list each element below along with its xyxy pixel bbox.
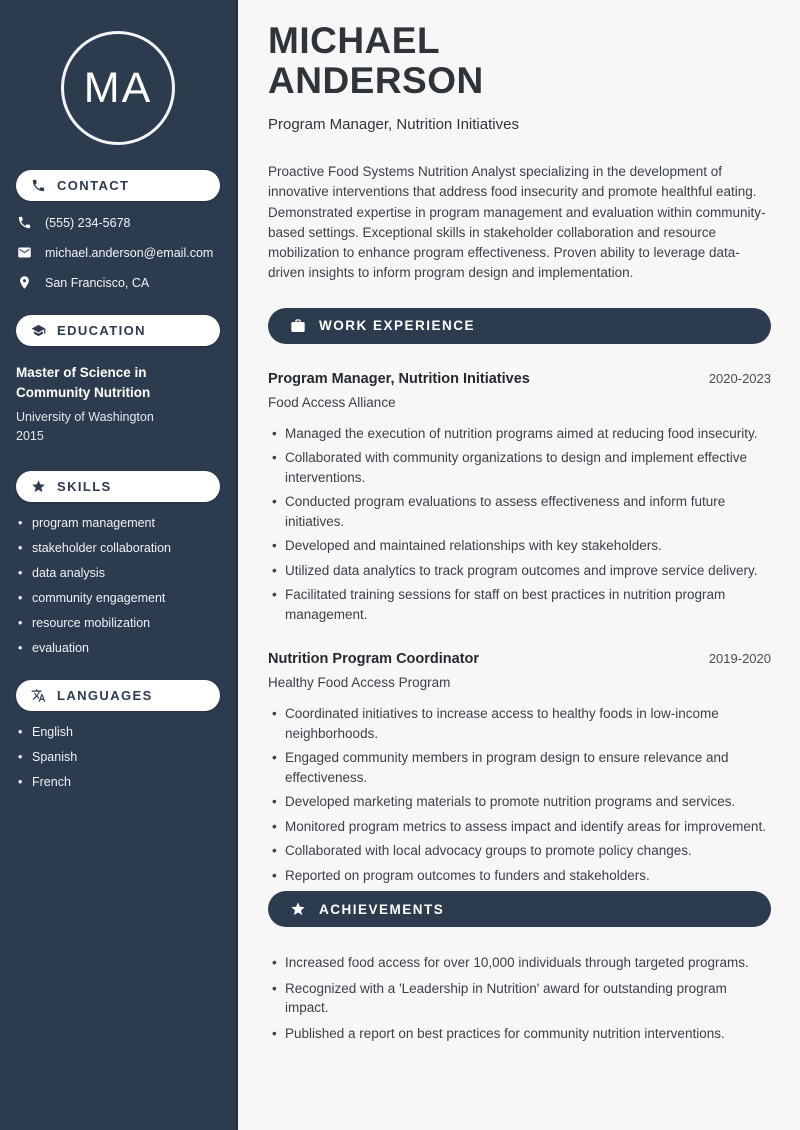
work-experience-heading: WORK EXPERIENCE [319, 318, 476, 334]
achievement-bullet: • Increased food access for over 10,000 individuals through targeted programs. [268, 953, 771, 973]
contact-section-header [16, 170, 220, 201]
job-dates: 2020-2023 [708, 370, 771, 386]
education-section-header [16, 315, 220, 346]
candidate-name [268, 21, 771, 101]
education-entry [0, 346, 236, 446]
contact-location-row [0, 275, 236, 290]
skill-item: • community engagement [18, 592, 226, 605]
translate-icon [31, 688, 46, 703]
graduation-year: 2015 [16, 429, 44, 443]
email-value: michael.anderson@email.com [45, 245, 214, 260]
job-bullet: • Conducted program evaluations to assess effectiveness and inform future initiatives. [268, 492, 771, 531]
job-bullet: • Engaged community members in program design to ensure relevance and effectiveness. [268, 748, 771, 787]
school: University of Washington [16, 410, 154, 424]
languages-heading: LANGUAGES [57, 688, 153, 703]
briefcase-icon [290, 318, 306, 334]
degree: Master of Science in Community Nutrition [16, 365, 151, 400]
main-content [238, 0, 800, 1130]
location-value: San Francisco, CA [45, 275, 150, 290]
job-company: Healthy Food Access Program [268, 675, 451, 691]
skill-item: • data analysis [18, 567, 226, 580]
job-bullet: • Developed and maintained relationships with key stakeholders. [268, 536, 771, 556]
job-bullet: • Facilitated training sessions for staff on best practices in nutrition program management. [268, 585, 771, 624]
skills-heading: SKILLS [57, 479, 112, 494]
first-name: MICHAEL [268, 20, 441, 61]
job-title: Nutrition Program Coordinator [268, 651, 480, 668]
star-icon [31, 479, 46, 494]
job-bullet: • Collaborated with community organizations to design and implement effective interventions. [268, 448, 771, 487]
job-bullet: • Reported on program outcomes to funders and stakeholders. [268, 866, 771, 886]
skills-section-header [16, 471, 220, 502]
job-bullet: • Developed marketing materials to promote nutrition programs and services. [268, 792, 771, 812]
languages-section-header [16, 680, 220, 711]
job-header [268, 371, 771, 387]
job-bullet: • Managed the execution of nutrition programs aimed at reducing food insecurity. [268, 424, 771, 444]
language-item: • Spanish [18, 751, 226, 764]
graduation-cap-icon [31, 323, 46, 338]
language-item: • English [18, 726, 226, 739]
job-title: Program Manager, Nutrition Initiatives [268, 370, 530, 387]
job-bullet: • Collaborated with local advocacy groups to promote policy changes. [268, 841, 771, 861]
skills-list [0, 517, 236, 655]
job-dates: 2019-2020 [708, 651, 771, 667]
achievements-section-header [268, 891, 771, 927]
work-experience-section-header [268, 308, 771, 344]
job-header [268, 651, 771, 667]
phone-icon [17, 215, 32, 230]
job-entry [268, 651, 771, 885]
avatar [61, 31, 175, 145]
contact-phone-row [0, 215, 236, 230]
languages-list [0, 726, 236, 789]
mail-icon [17, 245, 32, 260]
candidate-title: Program Manager, Nutrition Initiatives [268, 116, 519, 133]
phone-value: (555) 234-5678 [45, 215, 131, 230]
achievements-heading: ACHIEVEMENTS [319, 901, 445, 917]
skill-item: • program management [18, 517, 226, 530]
achievements-list [268, 953, 771, 1043]
sidebar [0, 0, 238, 1130]
phone-icon [31, 178, 46, 193]
job-bullet: • Utilized data analytics to track program outcomes and improve service delivery. [268, 561, 771, 581]
star-icon [290, 901, 306, 917]
last-name: ANDERSON [268, 60, 484, 101]
skill-item: • stakeholder collaboration [18, 542, 226, 555]
skill-item: • resource mobilization [18, 617, 226, 630]
language-item: • French [18, 776, 226, 789]
job-bullet: • Monitored program metrics to assess impact and identify areas for improvement. [268, 817, 771, 837]
job-entry [268, 371, 771, 625]
achievement-bullet: • Published a report on best practices for community nutrition interventions. [268, 1024, 771, 1044]
job-bullet-list [268, 704, 771, 885]
achievement-bullet: • Recognized with a 'Leadership in Nutrition' award for outstanding program impact. [268, 979, 771, 1018]
contact-heading: CONTACT [57, 178, 130, 193]
location-pin-icon [17, 275, 32, 290]
job-company: Food Access Alliance [268, 394, 396, 410]
contact-list [0, 215, 236, 290]
contact-email-row [0, 245, 236, 260]
skill-item: • evaluation [18, 642, 226, 655]
education-heading: EDUCATION [57, 323, 146, 338]
avatar-initials: MA [83, 63, 153, 112]
summary-paragraph: Proactive Food Systems Nutrition Analyst specializing in the development of innovative interventions that address food insecurity and promote healthful eating. Demonstrated expertise in program management and evaluation within community-based settings. Exceptional skills in stakeholder collaboration and resource mobilization to enhance program effectiveness. Proven ability to leverage data-driven insights to inform program design and implementation. [268, 164, 766, 281]
job-bullet-list [268, 424, 771, 625]
job-bullet: • Coordinated initiatives to increase access to healthy foods in low-income neighborhoods. [268, 704, 771, 743]
